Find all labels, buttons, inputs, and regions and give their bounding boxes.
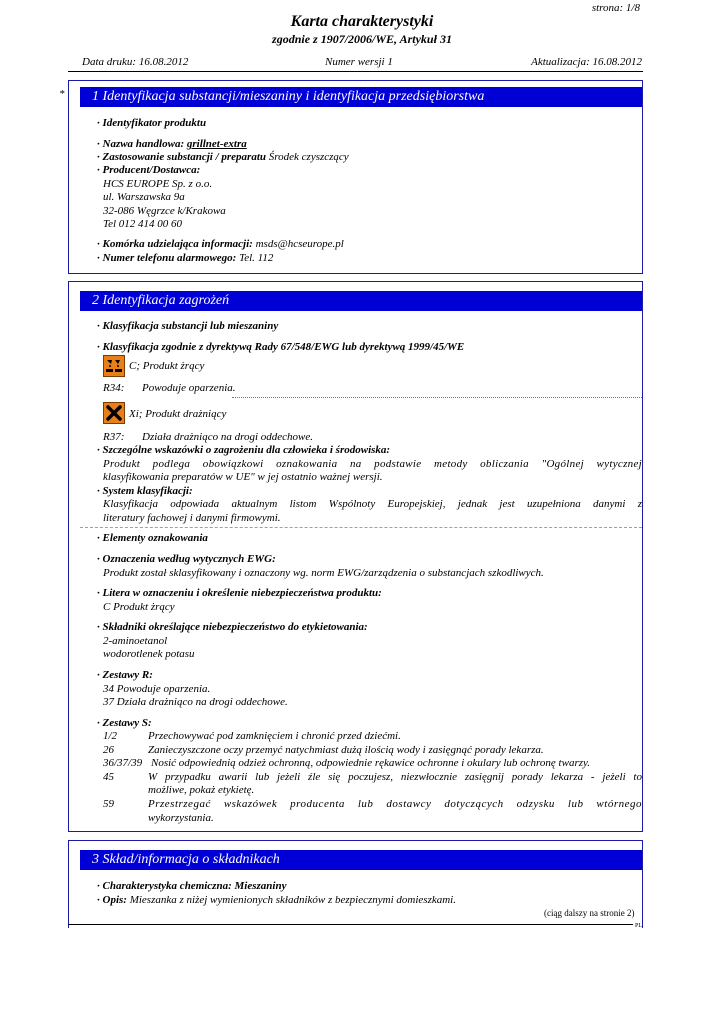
trade-name-row: [97, 138, 247, 151]
hazard-letter-text: C Produkt żrący: [103, 601, 175, 613]
dotted-separator: [232, 397, 642, 398]
label-elements-label: · Elementy oznakowania: [97, 532, 208, 544]
chemical-characteristics-label: · Charakterystyka chemiczna: Mieszaniny: [97, 880, 287, 892]
s-phrase-code: 45: [103, 771, 114, 783]
s-phrase-text: Zanieczyszczone oczy przemyć natychmiast dużą ilością wody i zasięgnąć porady lekarza.: [148, 744, 544, 756]
hazard-component: 2-aminoetanol: [103, 635, 168, 647]
s-phrase-text: wykorzystania.: [148, 812, 214, 824]
corrosive-hazard-icon: [103, 355, 125, 377]
dashed-separator: [80, 527, 642, 528]
hazard-components-label: · Składniki określające niebezpieczeństwo do etykietowania:: [97, 621, 368, 633]
producer-line: 32-086 Węgrzce k/Krakowa: [103, 205, 226, 217]
hazard-letter-label: · Litera w oznaczeniu i określenie niebezpieczeństwa produktu:: [97, 587, 382, 599]
hazard-component: wodorotlenek potasu: [103, 648, 195, 660]
emergency-row: [97, 252, 273, 265]
page-number: strona: 1/8: [591, 2, 640, 14]
classification-system-label: · System klasyfikacji:: [97, 485, 193, 497]
info-row: [97, 238, 344, 251]
description-row: [97, 894, 456, 907]
classification-system-text: Klasyfikacja odpowiada aktualnym listom Wspólnoty Europejskiej, jednak jest uzupełniona danymi z: [103, 498, 642, 510]
description-text: Mieszanka z niżej wymienionych składników z bezpiecznymi domieszkami.: [129, 894, 456, 906]
s-phrase-code: 36/37/39: [103, 757, 143, 769]
special-warnings-label: · Szczególne wskazówki o zagrożeniu dla człowieka i środowiska:: [97, 444, 391, 456]
s-phrase-text: W przypadku awarii lub jeżeli źle się poczujesz, niezwłocznie zasięgnij porady lekarza - jeżeli to: [148, 771, 642, 783]
s-phrase-text: Przechowywać pod zamknięciem i chronić przed dziećmi.: [148, 730, 401, 742]
producer-line: HCS EUROPE Sp. z o.o.: [103, 178, 213, 190]
r-phrases-label: · Zestawy R:: [97, 669, 153, 681]
use-label: · Zastosowanie substancji / preparatu: [97, 151, 267, 163]
section-2-heading: 2 Identyfikacja zagrożeń: [80, 291, 642, 311]
s-phrase-text: możliwe, pokaż etykietę.: [148, 784, 255, 796]
trade-name-value: grillnet-extra: [186, 138, 247, 150]
classification-label: · Klasyfikacja substancji lub mieszaniny: [97, 320, 279, 332]
r37-text: Działa drażniąco na drogi oddechowe.: [142, 431, 313, 443]
irritant-label: Xi; Produkt drażniący: [129, 408, 227, 420]
product-identifier-label: · Identyfikator produktu: [97, 117, 207, 129]
s-phrases-label: · Zestawy S:: [97, 717, 152, 729]
ewg-label: · Oznaczenia według wytycznych EWG:: [97, 553, 276, 565]
use-row: [97, 151, 349, 164]
producer-line: Tel 012 414 00 60: [103, 218, 183, 230]
s-phrase-text: Nosić odpowiednią odzież ochronną, odpowiednie rękawice ochronne i okulary lub ochronę twarzy.: [151, 757, 591, 769]
r-phrase: 34 Powoduje oparzenia.: [103, 683, 211, 695]
r37-code: R37:: [103, 431, 125, 443]
classification-system-text: literatury fachowej i danymi firmowymi.: [103, 512, 281, 524]
irritant-hazard-icon: [103, 402, 125, 424]
s-phrase-code: 26: [103, 744, 114, 756]
update-date: Aktualizacja: 16.08.2012: [531, 56, 642, 68]
emergency-value: Tel. 112: [239, 252, 274, 264]
continued-note: (ciąg dalszy na stronie 2): [544, 908, 635, 918]
section-1-heading: 1 Identyfikacja substancji/mieszaniny i identyfikacja przedsiębiorstwa: [80, 87, 642, 107]
ewg-text: Produkt został sklasyfikowany i oznaczony wg. norm EWG/zarządzenia o substancjach szkodliwych.: [103, 567, 544, 579]
document-subtitle: zgodnie z 1907/2006/WE, Artykuł 31: [272, 32, 452, 46]
description-label: · Opis:: [97, 894, 127, 906]
info-value: msds@hcseurope.pl: [255, 238, 344, 250]
document-title: Karta charakterystyki: [290, 13, 434, 30]
print-date: Data druku: 16.08.2012: [82, 56, 189, 68]
r-phrase: 37 Działa drażniąco na drogi oddechowe.: [103, 696, 288, 708]
section-3-heading: 3 Skład/informacja o składnikach: [80, 850, 642, 870]
r34-code: R34:: [103, 382, 125, 394]
emergency-label: · Numer telefonu alarmowego:: [97, 252, 237, 264]
special-warnings-text: Produkt podlega obowiązkowi oznakowania na podstawie metody obliczania "Ogólnej wytycznej: [103, 458, 642, 470]
special-warnings-text: klasyfikowania preparatów w UE" w jej ostatnio ważnej wersji.: [103, 471, 383, 483]
header-rule: [68, 71, 643, 72]
trade-name-label: · Nazwa handlowa:: [97, 138, 185, 150]
producer-line: ul. Warszawska 9a: [103, 191, 185, 203]
language-code: PL: [635, 923, 643, 929]
version-number: Numer wersji 1: [325, 56, 393, 68]
corrosive-label: C; Produkt żrący: [129, 360, 205, 372]
s-phrase-code: 1/2: [103, 730, 118, 742]
change-marker: *: [59, 88, 65, 100]
footer-rule: [68, 924, 633, 925]
producer-label: · Producent/Dostawca:: [97, 164, 201, 176]
s-phrase-code: 59: [103, 798, 114, 810]
r34-text: Powoduje oparzenia.: [142, 382, 236, 394]
s-phrase-text: Przestrzegać wskazówek producenta lub dostawcy dotyczących odzysku lub wtórnego: [148, 798, 642, 810]
use-value: Środek czyszczący: [268, 151, 349, 163]
info-label: · Komórka udzielająca informacji:: [97, 238, 253, 250]
classification-directive-label: · Klasyfikacja zgodnie z dyrektywą Rady 67/548/EWG lub dyrektywą 1999/45/WE: [97, 341, 465, 353]
